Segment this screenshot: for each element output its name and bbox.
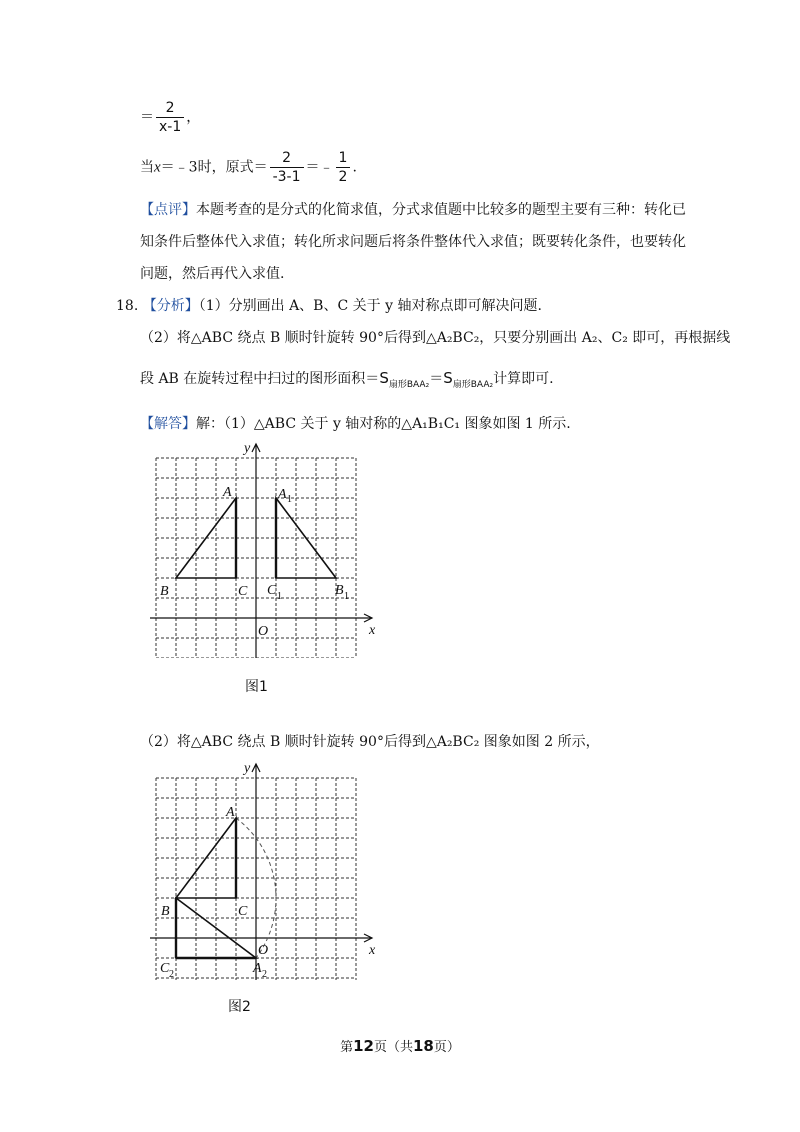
- label-b: B: [160, 584, 169, 599]
- sector-area-2: $S_{扇形BAA_2}$: [443, 369, 494, 390]
- svg-text:1: 1: [287, 494, 292, 505]
- figure-2-caption: 图2: [228, 999, 251, 1015]
- figure-1-grid: [150, 438, 380, 658]
- total-pages: 18: [413, 1037, 434, 1055]
- figure-2-grid: [150, 758, 390, 988]
- label-c1: C: [267, 583, 277, 598]
- label-origin: O: [258, 943, 269, 958]
- label-b1: B: [335, 583, 344, 598]
- comment-line-3: 问题，然后再代入求值.: [140, 266, 285, 282]
- label-c: C: [238, 904, 248, 919]
- svg-text:2: 2: [262, 969, 267, 980]
- answer-tag: 【解答】: [140, 416, 196, 432]
- label-a2: A: [253, 961, 262, 976]
- label-x: x: [369, 943, 376, 958]
- q18-analysis-line-2: （2）将△ABC 绕点 B 顺时针旋转 90°后得到△A₂BC₂，只要分别画出 A₂、C₂ 即可，再根据线: [140, 330, 731, 346]
- comment-line-2: 知条件后整体代入求值；转化所求问题后将条件整体代入求值；既要转化条件，也要转化: [140, 234, 686, 250]
- svg-text:1: 1: [277, 591, 282, 602]
- svg-text:1: 1: [344, 591, 349, 602]
- q18-analysis-line-1: 18. 【分析】（1）分别画出 A、B、C 关于 y 轴对称点即可解决问题.: [116, 298, 542, 314]
- current-page: 12: [353, 1037, 374, 1055]
- label-a: A: [223, 485, 232, 500]
- sector-area-1: $S_{扇形BAA_2}$: [379, 369, 430, 390]
- label-a: A: [226, 805, 235, 820]
- analysis-tag: 【分析】: [142, 298, 199, 314]
- label-x: x: [369, 623, 376, 638]
- fraction-2-over-x-1: $\frac{2}{x-1}$: [156, 100, 184, 135]
- fraction-1-over-2: $\frac{1}{2}$: [336, 150, 351, 185]
- label-b: B: [161, 904, 170, 919]
- comment-line-1: 【点评】本题考查的是分式的化简求值，分式求值题中比较多的题型主要有三种：转化已: [140, 202, 686, 218]
- comment-tag: 【点评】: [140, 202, 196, 218]
- label-c: C: [238, 584, 248, 599]
- label-y: y: [244, 761, 251, 776]
- fraction-2-over-neg4: $\frac{2}{-3-1}$: [270, 150, 304, 185]
- svg-text:2: 2: [169, 969, 174, 980]
- label-c2: C: [160, 961, 170, 976]
- q18-analysis-line-3: 段 AB 在旋转过程中扫过的图形面积$=S_{扇形BAA_2}=S_{扇形BAA_2}$计算即可.: [140, 369, 554, 390]
- answer-line-2: （2）将△ABC 绕点 B 顺时针旋转 90°后得到△A₂BC₂ 图象如图 2 所示，: [140, 734, 600, 750]
- page-footer: 第12页（共18页）: [340, 1037, 460, 1055]
- answer-line-1: 【解答】解：（1）△ABC 关于 y 轴对称的△A₁B₁C₁ 图象如图 1 所示.: [140, 416, 571, 432]
- label-a1: A: [278, 487, 287, 502]
- figure-1-caption: 图1: [245, 679, 268, 695]
- label-y: y: [244, 441, 251, 456]
- label-origin: O: [258, 624, 269, 639]
- math-line-1: ＝ $\frac{2}{x-1}$ ，: [140, 100, 201, 135]
- math-line-2: 当x＝﹣3时，原式＝ $\frac{2}{-3-1}$ ＝﹣ $\frac{1}{2}$ .: [140, 150, 357, 185]
